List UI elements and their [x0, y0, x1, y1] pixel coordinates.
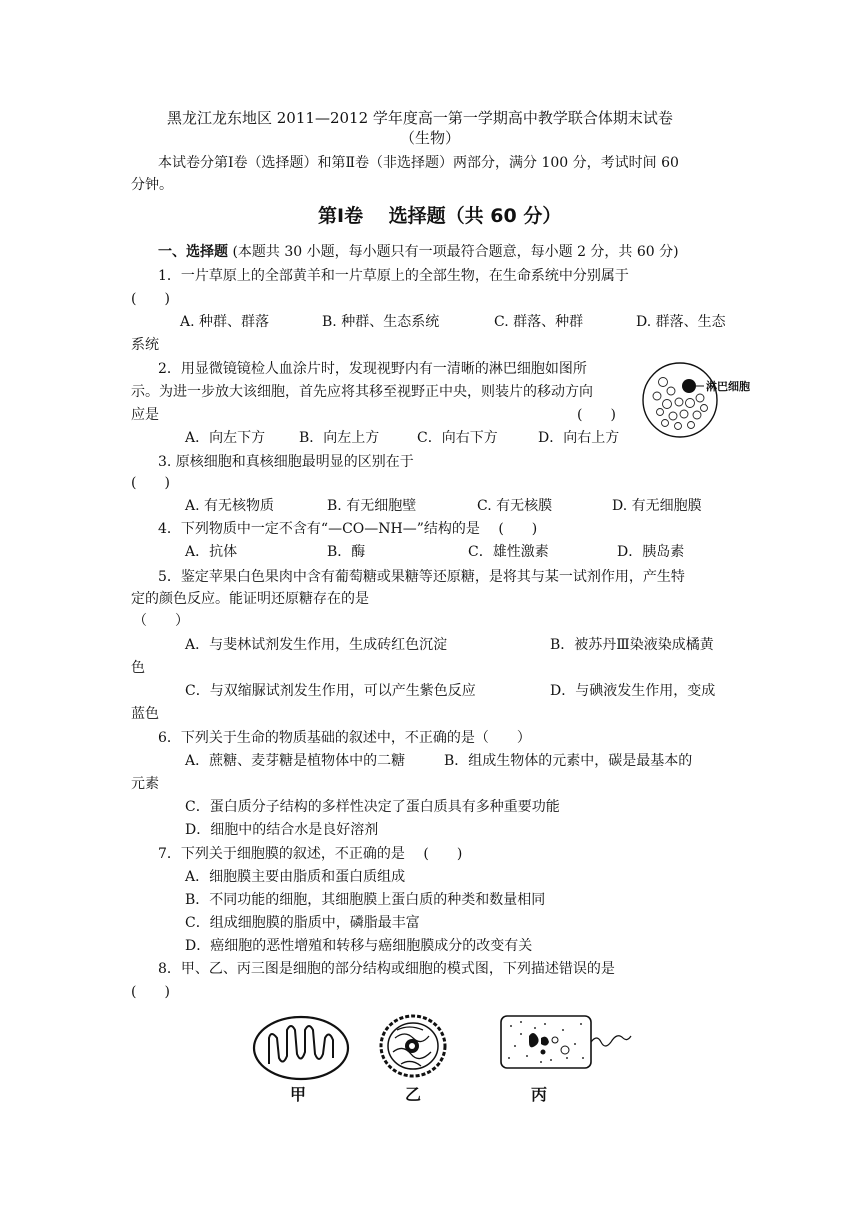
q5-option-c: C．与双缩脲试剂发生作用，可以产生紫色反应	[185, 683, 476, 699]
section-instructions	[158, 241, 679, 263]
q4-option-d: D．胰岛素	[617, 544, 685, 560]
q5-option-d: D．与碘液发生作用，变成	[550, 683, 716, 699]
q2-stem: 2．用显微镜镜检人血涂片时，发现视野内有一清晰的淋巴细胞如图所	[158, 361, 587, 377]
q3-bracket: ( )	[131, 475, 170, 491]
q5-bracket: （ ）	[133, 613, 189, 629]
q1-option-d: D. 群落、生态	[636, 314, 726, 330]
q6-option-d: D．细胞中的结合水是良好溶剂	[185, 822, 379, 838]
q1-option-d-cont: 系统	[131, 337, 159, 353]
q2-stem-2: 示。为进一步放大该细胞，首先应将其移至视野正中央，则装片的移动方向	[131, 384, 593, 400]
q1-bracket: ( )	[131, 291, 170, 307]
q6-option-c: C．蛋白质分子结构的多样性决定了蛋白质具有多种重要功能	[185, 799, 560, 815]
exam-subtitle: （生物）	[400, 129, 461, 147]
exam-title: 黑龙江龙东地区 2011—2012 学年度高一第一学期高中教学联合体期末试卷	[167, 109, 673, 127]
q2-option-b: B．向左上方	[299, 430, 380, 446]
q1-stem: 1．一片草原上的全部黄羊和一片草原上的全部生物，在生命系统中分别属于	[158, 268, 629, 284]
microscope-field-figure	[638, 358, 768, 444]
q1-option-b: B. 种群、生态系统	[322, 314, 440, 330]
q4-option-b: B．酶	[327, 544, 366, 560]
q7-option-c: C．组成细胞膜的脂质中，磷脂最丰富	[185, 915, 420, 931]
q1-option-a: A. 种群、群落	[180, 314, 270, 330]
q3-option-d: D. 有无细胞膜	[612, 498, 702, 514]
figure-jia-label: 甲	[290, 1085, 307, 1104]
q5-option-b-cont: 色	[131, 660, 145, 676]
q1-option-c: C. 群落、种群	[494, 314, 584, 330]
q3-option-c: C. 有无核膜	[477, 498, 553, 514]
q5-stem-2: 定的颜色反应。能证明还原糖存在的是	[131, 591, 369, 607]
q3-option-b: B. 有无细胞壁	[327, 498, 417, 514]
section-lead-rest: (本题共 30 小题，每小题只有一项最符合题意，每小题 2 分，共 60 分)	[232, 244, 679, 260]
q7-option-b: B．不同功能的细胞，其细胞膜上蛋白质的种类和数量相同	[185, 892, 546, 908]
q5-stem: 5．鉴定苹果白色果肉中含有葡萄糖或果糖等还原糖，是将其与某一试剂作用，产生特	[158, 569, 685, 585]
intro-text-cont: 分钟。	[131, 177, 173, 193]
q2-option-c: C．向右下方	[417, 430, 498, 446]
figure-bing-label: 丙	[531, 1085, 548, 1104]
q6-option-a: A．蔗糖、麦芽糖是植物体中的二糖	[185, 753, 406, 769]
q6-stem: 6．下列关于生命的物质基础的叙述中，不正确的是（ ）	[158, 730, 531, 746]
section-heading: 第Ⅰ卷 选择题（共 60 分）	[318, 205, 562, 227]
q4-option-a: A．抗体	[185, 544, 238, 560]
q7-option-a: A．细胞膜主要由脂质和蛋白质组成	[185, 869, 406, 885]
q2-option-d: D．向右上方	[538, 430, 620, 446]
q5-option-a: A．与斐林试剂发生作用，生成砖红色沉淀	[185, 637, 448, 653]
cell-structure-figures	[245, 1008, 645, 1108]
q6-option-b: B．组成生物体的元素中，碳是最基本的	[444, 753, 693, 769]
q2-bracket: ( )	[577, 407, 616, 423]
q7-stem: 7．下列关于细胞膜的叙述，不正确的是 ( )	[158, 846, 463, 862]
q5-option-d-cont: 蓝色	[131, 706, 159, 722]
q7-option-d: D．癌细胞的恶性增殖和转移与癌细胞膜成分的改变有关	[185, 938, 533, 954]
q3-option-a: A. 有无核物质	[185, 498, 275, 514]
bacterium-figure	[501, 1016, 631, 1068]
q5-option-b: B．被苏丹Ⅲ染液染成橘黄	[550, 637, 714, 653]
q2-stem-3: 应是	[131, 407, 159, 423]
q6-option-b-cont: 元素	[131, 776, 159, 792]
intro-text: 本试卷分第Ⅰ卷（选择题）和第Ⅱ卷（非选择题）两部分，满分 100 分，考试时间 60	[158, 155, 679, 171]
nucleus-figure	[381, 1016, 445, 1076]
q8-bracket: ( )	[131, 984, 170, 1000]
q2-option-a: A．向左下方	[185, 430, 266, 446]
figure-yi-label: 乙	[405, 1085, 422, 1104]
q3-stem: 3. 原核细胞和真核细胞最明显的区别在于	[158, 454, 414, 470]
q4-option-c: C．雄性激素	[468, 544, 549, 560]
section-lead: 一、选择题	[158, 244, 228, 260]
lymphocyte-label: 淋巴细胞	[706, 380, 750, 393]
q8-stem: 8．甲、乙、丙三图是细胞的部分结构或细胞的模式图，下列描述错误的是	[158, 961, 615, 977]
q4-stem: 4．下列物质中一定不含有“—CO—NH—”结构的是 ( )	[158, 521, 538, 537]
mitochondrion-figure	[254, 1017, 348, 1079]
